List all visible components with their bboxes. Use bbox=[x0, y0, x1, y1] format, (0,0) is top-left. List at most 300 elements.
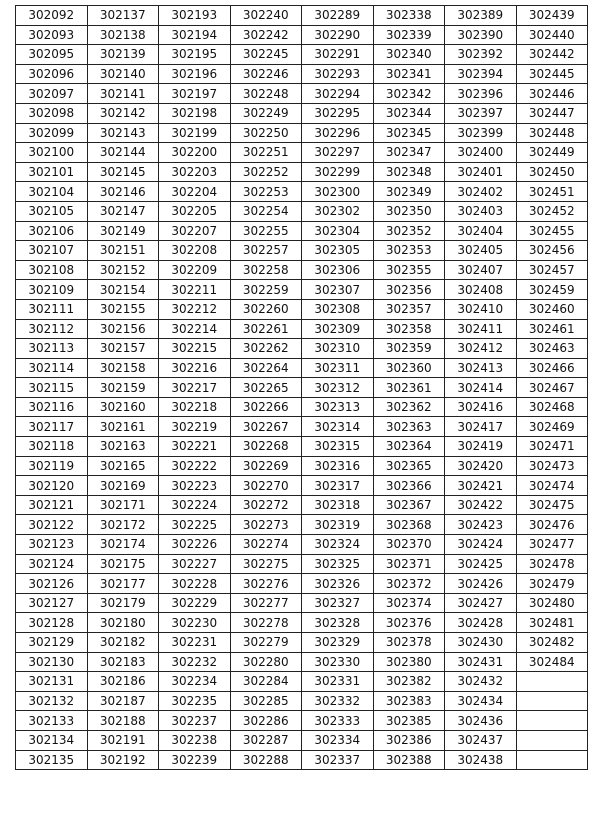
table-cell: 302229 bbox=[159, 593, 231, 613]
table-cell: 302450 bbox=[516, 162, 588, 182]
table-cell: 302222 bbox=[159, 456, 231, 476]
table-cell: 302197 bbox=[159, 84, 231, 104]
table-cell: 302447 bbox=[516, 103, 588, 123]
table-cell: 302430 bbox=[445, 633, 517, 653]
table-row bbox=[16, 299, 588, 319]
table-cell: 302215 bbox=[159, 339, 231, 359]
table-cell: 302428 bbox=[445, 613, 517, 633]
table-cell: 302405 bbox=[445, 241, 517, 261]
table-cell: 302316 bbox=[302, 456, 374, 476]
table-cell: 302117 bbox=[16, 417, 88, 437]
table-cell: 302423 bbox=[445, 515, 517, 535]
table-cell: 302390 bbox=[445, 25, 517, 45]
table-cell: 302388 bbox=[373, 750, 445, 770]
table-cell: 302100 bbox=[16, 143, 88, 163]
table-cell: 302477 bbox=[516, 535, 588, 555]
table-cell: 302357 bbox=[373, 299, 445, 319]
table-cell: 302195 bbox=[159, 45, 231, 65]
table-cell: 302149 bbox=[87, 221, 159, 241]
table-cell: 302141 bbox=[87, 84, 159, 104]
table-cell: 302234 bbox=[159, 672, 231, 692]
table-cell: 302475 bbox=[516, 495, 588, 515]
table-cell: 302313 bbox=[302, 397, 374, 417]
table-cell: 302407 bbox=[445, 260, 517, 280]
table-row bbox=[16, 260, 588, 280]
table-cell: 302278 bbox=[230, 613, 302, 633]
table-cell: 302193 bbox=[159, 6, 231, 26]
table-cell: 302219 bbox=[159, 417, 231, 437]
table-cell: 302231 bbox=[159, 633, 231, 653]
table-row bbox=[16, 182, 588, 202]
table-cell: 302425 bbox=[445, 554, 517, 574]
table-row bbox=[16, 378, 588, 398]
table-cell: 302469 bbox=[516, 417, 588, 437]
table-cell: 302452 bbox=[516, 201, 588, 221]
table-cell: 302270 bbox=[230, 476, 302, 496]
table-cell: 302319 bbox=[302, 515, 374, 535]
table-cell bbox=[516, 691, 588, 711]
table-cell: 302399 bbox=[445, 123, 517, 143]
table-cell: 302295 bbox=[302, 103, 374, 123]
table-row bbox=[16, 515, 588, 535]
table-row bbox=[16, 574, 588, 594]
table-cell: 302338 bbox=[373, 6, 445, 26]
table-cell: 302217 bbox=[159, 378, 231, 398]
table-cell: 302370 bbox=[373, 535, 445, 555]
table-cell: 302111 bbox=[16, 299, 88, 319]
table-cell: 302348 bbox=[373, 162, 445, 182]
table-cell: 302205 bbox=[159, 201, 231, 221]
table-cell: 302108 bbox=[16, 260, 88, 280]
table-row bbox=[16, 437, 588, 457]
table-cell: 302133 bbox=[16, 711, 88, 731]
table-row bbox=[16, 691, 588, 711]
table-cell: 302355 bbox=[373, 260, 445, 280]
table-cell: 302455 bbox=[516, 221, 588, 241]
table-row bbox=[16, 201, 588, 221]
table-cell: 302333 bbox=[302, 711, 374, 731]
table-row bbox=[16, 123, 588, 143]
table-cell: 302246 bbox=[230, 64, 302, 84]
table-cell: 302356 bbox=[373, 280, 445, 300]
table-cell: 302280 bbox=[230, 652, 302, 672]
table-cell: 302265 bbox=[230, 378, 302, 398]
table-cell: 302165 bbox=[87, 456, 159, 476]
table-cell: 302424 bbox=[445, 535, 517, 555]
table-cell: 302360 bbox=[373, 358, 445, 378]
table-cell: 302158 bbox=[87, 358, 159, 378]
table-cell: 302289 bbox=[302, 6, 374, 26]
table-cell bbox=[516, 730, 588, 750]
table-cell: 302353 bbox=[373, 241, 445, 261]
table-row bbox=[16, 221, 588, 241]
table-cell: 302145 bbox=[87, 162, 159, 182]
table-cell: 302139 bbox=[87, 45, 159, 65]
table-cell: 302426 bbox=[445, 574, 517, 594]
table-cell: 302200 bbox=[159, 143, 231, 163]
table-cell: 302146 bbox=[87, 182, 159, 202]
table-cell: 302212 bbox=[159, 299, 231, 319]
table-row bbox=[16, 417, 588, 437]
table-cell: 302383 bbox=[373, 691, 445, 711]
table-cell: 302342 bbox=[373, 84, 445, 104]
table-cell: 302112 bbox=[16, 319, 88, 339]
table-cell: 302207 bbox=[159, 221, 231, 241]
table-cell: 302237 bbox=[159, 711, 231, 731]
table-cell: 302122 bbox=[16, 515, 88, 535]
table-row bbox=[16, 397, 588, 417]
table-cell: 302223 bbox=[159, 476, 231, 496]
table-cell: 302114 bbox=[16, 358, 88, 378]
table-cell: 302287 bbox=[230, 730, 302, 750]
table-cell: 302226 bbox=[159, 535, 231, 555]
number-table-body bbox=[16, 6, 588, 770]
table-cell: 302397 bbox=[445, 103, 517, 123]
table-cell: 302413 bbox=[445, 358, 517, 378]
table-cell: 302269 bbox=[230, 456, 302, 476]
table-row bbox=[16, 103, 588, 123]
table-cell: 302305 bbox=[302, 241, 374, 261]
table-cell: 302186 bbox=[87, 672, 159, 692]
table-cell: 302239 bbox=[159, 750, 231, 770]
table-row bbox=[16, 476, 588, 496]
table-cell: 302459 bbox=[516, 280, 588, 300]
table-cell: 302159 bbox=[87, 378, 159, 398]
table-cell: 302318 bbox=[302, 495, 374, 515]
table-cell: 302177 bbox=[87, 574, 159, 594]
table-cell: 302118 bbox=[16, 437, 88, 457]
table-cell: 302297 bbox=[302, 143, 374, 163]
table-cell: 302279 bbox=[230, 633, 302, 653]
table-cell: 302161 bbox=[87, 417, 159, 437]
table-cell: 302401 bbox=[445, 162, 517, 182]
table-cell: 302104 bbox=[16, 182, 88, 202]
table-cell: 302260 bbox=[230, 299, 302, 319]
table-cell: 302368 bbox=[373, 515, 445, 535]
table-cell: 302203 bbox=[159, 162, 231, 182]
table-cell: 302448 bbox=[516, 123, 588, 143]
table-cell: 302188 bbox=[87, 711, 159, 731]
table-cell: 302255 bbox=[230, 221, 302, 241]
table-cell: 302129 bbox=[16, 633, 88, 653]
table-cell: 302326 bbox=[302, 574, 374, 594]
table-cell: 302121 bbox=[16, 495, 88, 515]
table-cell: 302365 bbox=[373, 456, 445, 476]
table-cell: 302439 bbox=[516, 6, 588, 26]
table-cell: 302421 bbox=[445, 476, 517, 496]
table-cell: 302427 bbox=[445, 593, 517, 613]
table-cell: 302437 bbox=[445, 730, 517, 750]
table-cell: 302352 bbox=[373, 221, 445, 241]
table-cell: 302199 bbox=[159, 123, 231, 143]
table-cell: 302442 bbox=[516, 45, 588, 65]
table-cell: 302344 bbox=[373, 103, 445, 123]
table-row bbox=[16, 25, 588, 45]
table-cell: 302192 bbox=[87, 750, 159, 770]
table-cell: 302277 bbox=[230, 593, 302, 613]
table-cell: 302332 bbox=[302, 691, 374, 711]
table-cell: 302268 bbox=[230, 437, 302, 457]
table-cell: 302385 bbox=[373, 711, 445, 731]
table-cell: 302364 bbox=[373, 437, 445, 457]
table-cell: 302374 bbox=[373, 593, 445, 613]
table-cell: 302151 bbox=[87, 241, 159, 261]
table-cell: 302411 bbox=[445, 319, 517, 339]
table-row bbox=[16, 495, 588, 515]
table-row bbox=[16, 456, 588, 476]
table-cell: 302306 bbox=[302, 260, 374, 280]
table-row bbox=[16, 711, 588, 731]
table-cell: 302152 bbox=[87, 260, 159, 280]
table-cell: 302261 bbox=[230, 319, 302, 339]
table-cell: 302376 bbox=[373, 613, 445, 633]
table-cell: 302137 bbox=[87, 6, 159, 26]
table-cell: 302414 bbox=[445, 378, 517, 398]
table-cell: 302107 bbox=[16, 241, 88, 261]
table-cell: 302293 bbox=[302, 64, 374, 84]
table-cell: 302467 bbox=[516, 378, 588, 398]
table-cell: 302359 bbox=[373, 339, 445, 359]
table-cell: 302196 bbox=[159, 64, 231, 84]
table-row bbox=[16, 652, 588, 672]
table-cell: 302093 bbox=[16, 25, 88, 45]
table-cell: 302175 bbox=[87, 554, 159, 574]
table-cell: 302304 bbox=[302, 221, 374, 241]
table-cell: 302235 bbox=[159, 691, 231, 711]
table-cell: 302120 bbox=[16, 476, 88, 496]
table-cell: 302266 bbox=[230, 397, 302, 417]
table-cell: 302097 bbox=[16, 84, 88, 104]
table-cell: 302372 bbox=[373, 574, 445, 594]
table-cell: 302402 bbox=[445, 182, 517, 202]
table-cell: 302119 bbox=[16, 456, 88, 476]
table-cell: 302445 bbox=[516, 64, 588, 84]
table-row bbox=[16, 280, 588, 300]
table-row bbox=[16, 730, 588, 750]
table-cell: 302328 bbox=[302, 613, 374, 633]
table-cell: 302482 bbox=[516, 633, 588, 653]
table-cell: 302291 bbox=[302, 45, 374, 65]
table-cell: 302463 bbox=[516, 339, 588, 359]
table-cell: 302422 bbox=[445, 495, 517, 515]
table-cell: 302302 bbox=[302, 201, 374, 221]
table-cell: 302276 bbox=[230, 574, 302, 594]
table-cell: 302432 bbox=[445, 672, 517, 692]
table-row bbox=[16, 162, 588, 182]
table-cell: 302099 bbox=[16, 123, 88, 143]
table-cell: 302361 bbox=[373, 378, 445, 398]
table-cell: 302128 bbox=[16, 613, 88, 633]
table-cell: 302288 bbox=[230, 750, 302, 770]
table-cell: 302457 bbox=[516, 260, 588, 280]
table-cell: 302331 bbox=[302, 672, 374, 692]
table-cell: 302308 bbox=[302, 299, 374, 319]
table-cell: 302317 bbox=[302, 476, 374, 496]
table-cell: 302341 bbox=[373, 64, 445, 84]
table-cell: 302267 bbox=[230, 417, 302, 437]
table-cell: 302224 bbox=[159, 495, 231, 515]
table-cell: 302480 bbox=[516, 593, 588, 613]
table-cell: 302310 bbox=[302, 339, 374, 359]
table-cell: 302275 bbox=[230, 554, 302, 574]
table-cell: 302204 bbox=[159, 182, 231, 202]
table-cell: 302191 bbox=[87, 730, 159, 750]
table-cell: 302284 bbox=[230, 672, 302, 692]
table-cell: 302115 bbox=[16, 378, 88, 398]
table-cell: 302290 bbox=[302, 25, 374, 45]
table-cell: 302144 bbox=[87, 143, 159, 163]
table-cell: 302396 bbox=[445, 84, 517, 104]
table-cell: 302126 bbox=[16, 574, 88, 594]
table-cell: 302350 bbox=[373, 201, 445, 221]
table-cell: 302363 bbox=[373, 417, 445, 437]
table-cell: 302198 bbox=[159, 103, 231, 123]
table-cell: 302208 bbox=[159, 241, 231, 261]
table-cell: 302366 bbox=[373, 476, 445, 496]
table-cell: 302474 bbox=[516, 476, 588, 496]
table-cell bbox=[516, 750, 588, 770]
table-cell: 302367 bbox=[373, 495, 445, 515]
table-cell: 302274 bbox=[230, 535, 302, 555]
table-cell: 302245 bbox=[230, 45, 302, 65]
table-cell: 302325 bbox=[302, 554, 374, 574]
table-cell: 302253 bbox=[230, 182, 302, 202]
table-cell: 302262 bbox=[230, 339, 302, 359]
table-cell: 302143 bbox=[87, 123, 159, 143]
table-cell: 302174 bbox=[87, 535, 159, 555]
table-cell: 302187 bbox=[87, 691, 159, 711]
table-cell: 302340 bbox=[373, 45, 445, 65]
table-row bbox=[16, 45, 588, 65]
table-cell: 302249 bbox=[230, 103, 302, 123]
table-cell: 302254 bbox=[230, 201, 302, 221]
table-cell: 302386 bbox=[373, 730, 445, 750]
table-cell: 302183 bbox=[87, 652, 159, 672]
table-cell: 302131 bbox=[16, 672, 88, 692]
table-cell: 302417 bbox=[445, 417, 517, 437]
table-cell: 302471 bbox=[516, 437, 588, 457]
table-cell: 302456 bbox=[516, 241, 588, 261]
table-cell: 302484 bbox=[516, 652, 588, 672]
table-cell: 302106 bbox=[16, 221, 88, 241]
table-cell: 302160 bbox=[87, 397, 159, 417]
table-cell: 302327 bbox=[302, 593, 374, 613]
table-cell: 302272 bbox=[230, 495, 302, 515]
table-row bbox=[16, 358, 588, 378]
table-cell: 302169 bbox=[87, 476, 159, 496]
table-cell: 302238 bbox=[159, 730, 231, 750]
table-row bbox=[16, 633, 588, 653]
table-row bbox=[16, 143, 588, 163]
table-cell: 302476 bbox=[516, 515, 588, 535]
number-table bbox=[15, 5, 588, 770]
table-cell: 302230 bbox=[159, 613, 231, 633]
table-row bbox=[16, 64, 588, 84]
table-cell: 302250 bbox=[230, 123, 302, 143]
table-cell: 302214 bbox=[159, 319, 231, 339]
table-cell: 302156 bbox=[87, 319, 159, 339]
table-cell: 302404 bbox=[445, 221, 517, 241]
table-cell: 302337 bbox=[302, 750, 374, 770]
table-cell: 302232 bbox=[159, 652, 231, 672]
table-cell: 302251 bbox=[230, 143, 302, 163]
table-cell: 302307 bbox=[302, 280, 374, 300]
table-cell: 302138 bbox=[87, 25, 159, 45]
table-cell: 302285 bbox=[230, 691, 302, 711]
table-cell: 302248 bbox=[230, 84, 302, 104]
table-cell: 302408 bbox=[445, 280, 517, 300]
table-cell: 302339 bbox=[373, 25, 445, 45]
table-cell: 302242 bbox=[230, 25, 302, 45]
table-cell: 302227 bbox=[159, 554, 231, 574]
table-cell: 302334 bbox=[302, 730, 374, 750]
table-cell: 302479 bbox=[516, 574, 588, 594]
table-cell: 302451 bbox=[516, 182, 588, 202]
table-cell: 302124 bbox=[16, 554, 88, 574]
table-cell: 302252 bbox=[230, 162, 302, 182]
table-cell: 302329 bbox=[302, 633, 374, 653]
table-cell: 302286 bbox=[230, 711, 302, 731]
table-cell: 302155 bbox=[87, 299, 159, 319]
table-cell: 302221 bbox=[159, 437, 231, 457]
table-cell: 302309 bbox=[302, 319, 374, 339]
table-cell: 302240 bbox=[230, 6, 302, 26]
table-cell: 302371 bbox=[373, 554, 445, 574]
table-cell: 302135 bbox=[16, 750, 88, 770]
table-cell: 302478 bbox=[516, 554, 588, 574]
table-cell: 302209 bbox=[159, 260, 231, 280]
table-cell: 302349 bbox=[373, 182, 445, 202]
table-cell: 302218 bbox=[159, 397, 231, 417]
table-cell: 302315 bbox=[302, 437, 374, 457]
table-row bbox=[16, 241, 588, 261]
table-row bbox=[16, 613, 588, 633]
table-cell: 302416 bbox=[445, 397, 517, 417]
table-cell: 302311 bbox=[302, 358, 374, 378]
table-cell: 302258 bbox=[230, 260, 302, 280]
table-cell: 302105 bbox=[16, 201, 88, 221]
table-cell: 302179 bbox=[87, 593, 159, 613]
table-cell: 302123 bbox=[16, 535, 88, 555]
table-cell: 302101 bbox=[16, 162, 88, 182]
table-cell: 302172 bbox=[87, 515, 159, 535]
table-cell: 302446 bbox=[516, 84, 588, 104]
table-cell: 302257 bbox=[230, 241, 302, 261]
table-cell: 302380 bbox=[373, 652, 445, 672]
table-cell: 302431 bbox=[445, 652, 517, 672]
table-cell: 302299 bbox=[302, 162, 374, 182]
table-cell: 302389 bbox=[445, 6, 517, 26]
table-cell: 302419 bbox=[445, 437, 517, 457]
table-cell: 302157 bbox=[87, 339, 159, 359]
table-row bbox=[16, 750, 588, 770]
table-cell: 302259 bbox=[230, 280, 302, 300]
table-cell: 302461 bbox=[516, 319, 588, 339]
table-cell: 302466 bbox=[516, 358, 588, 378]
table-cell: 302096 bbox=[16, 64, 88, 84]
table-cell: 302098 bbox=[16, 103, 88, 123]
table-cell: 302420 bbox=[445, 456, 517, 476]
table-cell: 302182 bbox=[87, 633, 159, 653]
table-cell: 302211 bbox=[159, 280, 231, 300]
table-cell: 302312 bbox=[302, 378, 374, 398]
table-cell bbox=[516, 672, 588, 692]
table-cell: 302449 bbox=[516, 143, 588, 163]
table-row bbox=[16, 672, 588, 692]
table-cell: 302394 bbox=[445, 64, 517, 84]
table-cell: 302300 bbox=[302, 182, 374, 202]
table-cell: 302436 bbox=[445, 711, 517, 731]
